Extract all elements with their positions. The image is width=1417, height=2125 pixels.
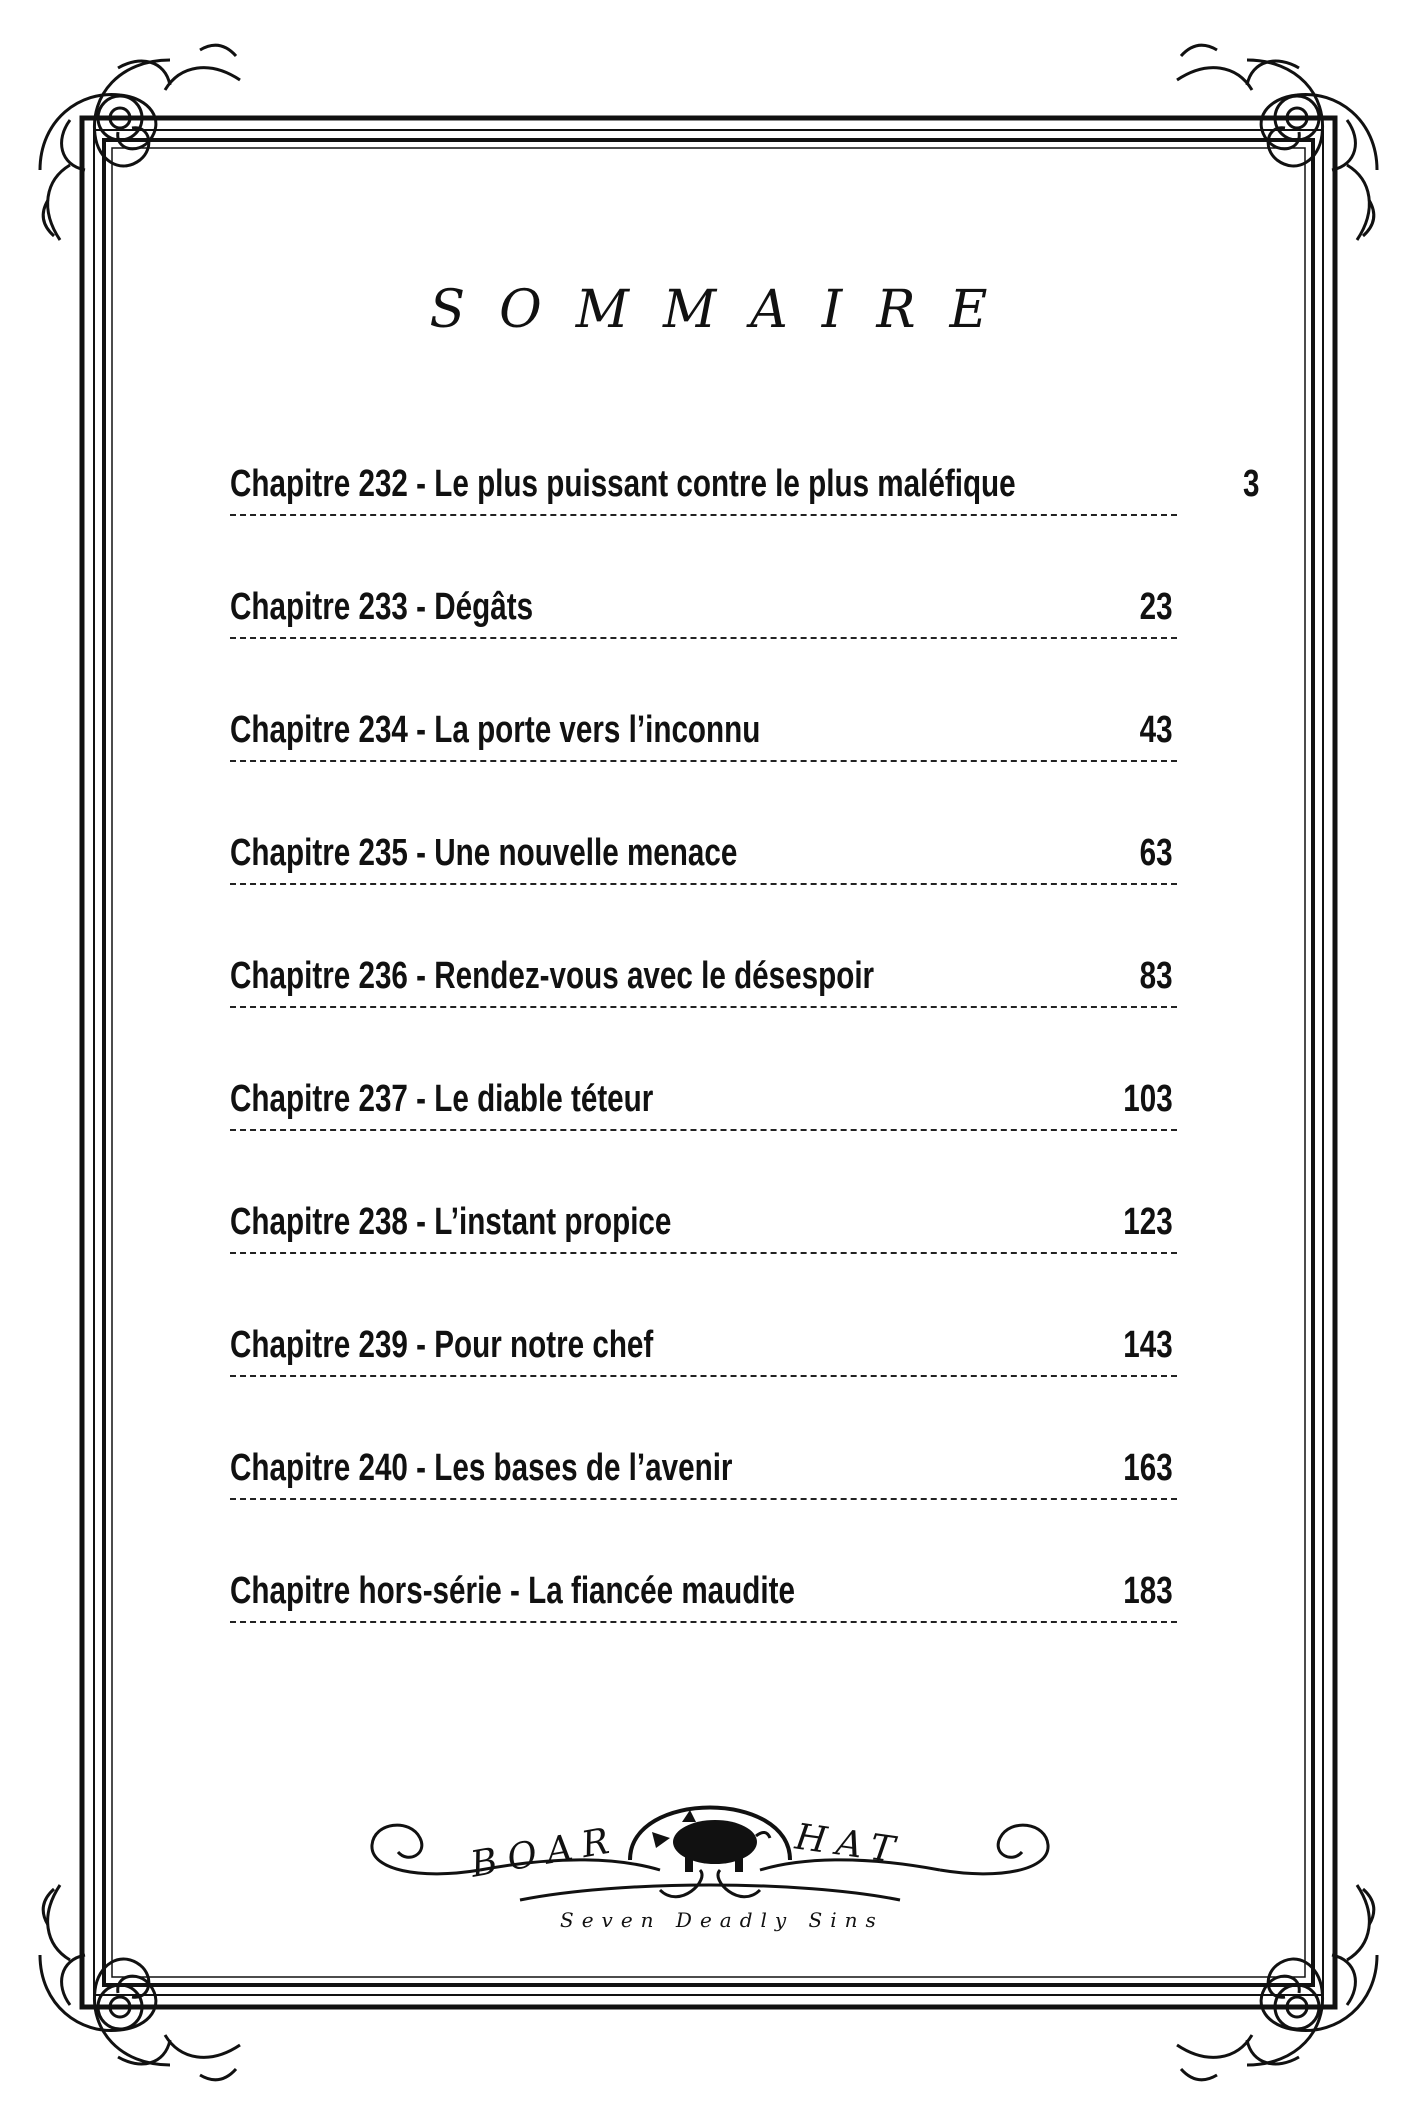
toc-dotted-line (230, 456, 1260, 516)
toc-entry (230, 450, 1260, 573)
toc-dotted-line (230, 1317, 1177, 1377)
page-number: 83 (1139, 955, 1173, 997)
page-number: 183 (1122, 1570, 1173, 1612)
toc-entry (230, 1188, 1177, 1311)
chapter-title: Chapitre 234 - La porte vers l’inconnu (230, 709, 761, 751)
corner-ornament-icon (40, 45, 240, 240)
chapter-title: Chapitre 232 - Le plus puissant contre le plus maléfique (230, 463, 1016, 505)
chapter-title: Chapitre 238 - L’instant propice (230, 1201, 672, 1243)
page-number: 3 (1243, 463, 1260, 505)
page-number: 123 (1122, 1201, 1173, 1243)
page-number: 23 (1139, 586, 1173, 628)
page-number: 163 (1122, 1447, 1173, 1489)
boar-hat-logo (360, 1760, 1060, 1950)
page-title: SOMMAIRE (429, 280, 1022, 340)
chapter-title: Chapitre 239 - Pour notre chef (230, 1324, 654, 1366)
chapter-title: Chapitre hors-série - La fiancée maudite (230, 1570, 795, 1612)
toc-entry (230, 942, 1177, 1065)
table-of-contents (230, 450, 1260, 1680)
toc-dotted-line (230, 1563, 1177, 1623)
toc-dotted-line (230, 1071, 1177, 1131)
toc-entry (230, 819, 1177, 942)
logo-tagline: Seven Deadly Sins (560, 1908, 884, 1932)
toc-dotted-line (230, 1440, 1177, 1500)
toc-dotted-line (230, 825, 1177, 885)
toc-entry (230, 573, 1177, 696)
toc-entry (230, 1557, 1177, 1680)
page-number: 143 (1122, 1324, 1173, 1366)
toc-dotted-line (230, 579, 1177, 639)
toc-dotted-line (230, 1194, 1177, 1254)
chapter-title: Chapitre 235 - Une nouvelle menace (230, 832, 738, 874)
chapter-title: Chapitre 233 - Dégâts (230, 586, 534, 628)
toc-entry (230, 1434, 1177, 1557)
page-number: 43 (1139, 709, 1173, 751)
chapter-title: Chapitre 237 - Le diable téteur (230, 1078, 654, 1120)
logo-right-text: HAT (792, 1816, 907, 1873)
toc-entry (230, 696, 1177, 819)
page-number: 63 (1139, 832, 1173, 874)
chapter-title: Chapitre 236 - Rendez-vous avec le désespoir (230, 955, 875, 997)
toc-entry (230, 1311, 1177, 1434)
toc-dotted-line (230, 702, 1177, 762)
toc-dotted-line (230, 948, 1177, 1008)
logo-left-text: BOAR (467, 1819, 623, 1886)
toc-entry (230, 1065, 1177, 1188)
chapter-title: Chapitre 240 - Les bases de l’avenir (230, 1447, 733, 1489)
page-number: 103 (1122, 1078, 1173, 1120)
